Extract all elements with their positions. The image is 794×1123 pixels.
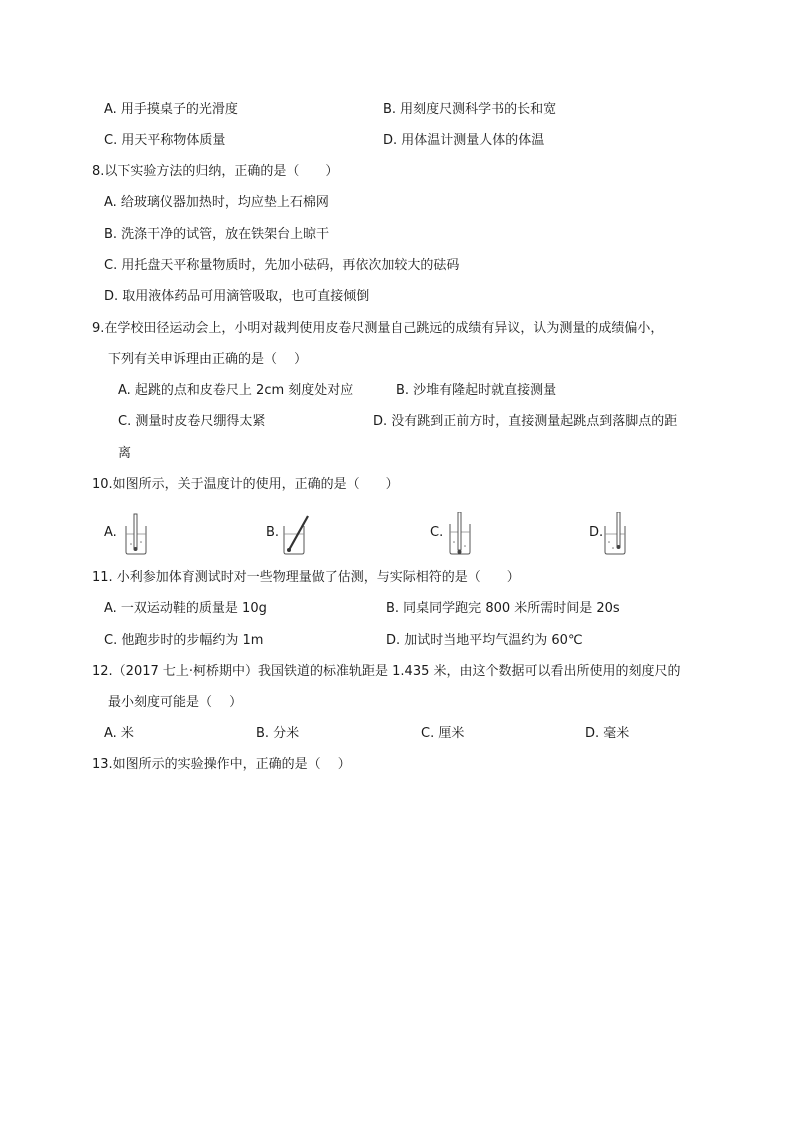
beaker-thermometer-side-icon	[601, 512, 635, 556]
q12-option-d: D. 毫米	[585, 726, 630, 741]
beaker-thermometer-bottom-icon	[446, 512, 478, 556]
beaker-tilted-thermometer-icon	[280, 512, 316, 556]
q7-option-d: D. 用体温计测量人体的体温	[383, 133, 545, 148]
q9-option-b: B. 沙堆有隆起时就直接测量	[396, 383, 557, 398]
beaker-thermometer-icon	[122, 512, 154, 556]
q7-option-c: C. 用天平称物体质量	[104, 133, 226, 148]
q11-stem: 11. 小利参加体育测试时对一些物理量做了估测，与实际相符的是（ ）	[92, 570, 520, 585]
q11-option-d: D. 加试时当地平均气温约为 60℃	[386, 633, 583, 648]
q11-option-a: A. 一双运动鞋的质量是 10g	[104, 601, 267, 616]
q11-option-c: C. 他跑步时的步幅约为 1m	[104, 633, 264, 648]
q10-figure-c	[430, 512, 490, 556]
q10-figure-d-label: D.	[589, 525, 604, 540]
q10-stem: 10.如图所示，关于温度计的使用，正确的是（ ）	[92, 477, 399, 492]
q7-option-b: B. 用刻度尺测科学书的长和宽	[383, 102, 557, 117]
q10-figure-b-label: B.	[266, 525, 280, 540]
q10-figure-a	[104, 512, 164, 556]
q10-figure-c-label: C.	[430, 525, 444, 540]
q13-stem: 13.如图所示的实验操作中，正确的是（ ）	[92, 757, 351, 772]
q9-stem-line1: 9.在学校田径运动会上，小明对裁判使用皮卷尺测量自己跳远的成绩有异议，认为测量的成绩偏小，	[92, 321, 664, 336]
q8-option-c: C. 用托盘天平称量物质时，先加小砝码，再依次加较大的砝码	[104, 258, 460, 273]
q12-option-c: C. 厘米	[421, 726, 465, 741]
q11-option-b: B. 同桌同学跑完 800 米所需时间是 20s	[386, 601, 620, 616]
q10-figure-d	[589, 512, 649, 556]
q8-stem: 8.以下实验方法的归纳，正确的是（ ）	[92, 164, 339, 179]
q8-option-a: A. 给玻璃仪器加热时，均应垫上石棉网	[104, 195, 329, 210]
q9-option-c: C. 测量时皮卷尺绷得太紧	[118, 414, 266, 429]
q12-stem-line1: 12.（2017 七上·柯桥期中）我国铁道的标准轨距是 1.435 米，由这个数据可以看出所使用的刻度尺的	[92, 664, 681, 679]
q8-option-d: D. 取用液体药品可用滴管吸取，也可直接倾倒	[104, 289, 370, 304]
q8-option-b: B. 洗涤干净的试管，放在铁架台上晾干	[104, 227, 330, 242]
q12-stem-line2: 最小刻度可能是（ ）	[108, 695, 243, 710]
q10-figure-b	[266, 512, 326, 556]
q10-figure-a-label: A.	[104, 525, 117, 540]
q7-option-a: A. 用手摸桌子的光滑度	[104, 102, 238, 117]
q9-option-d: D. 没有跳到正前方时，直接测量起跳点到落脚点的距	[373, 414, 678, 429]
q12-option-a: A. 米	[104, 726, 134, 741]
q9-option-d-continued: 离	[118, 446, 132, 461]
q9-option-a: A. 起跳的点和皮卷尺上 2cm 刻度处对应	[118, 383, 354, 398]
q12-option-b: B. 分米	[256, 726, 300, 741]
q9-stem-line2: 下列有关申诉理由正确的是（ ）	[108, 352, 308, 367]
